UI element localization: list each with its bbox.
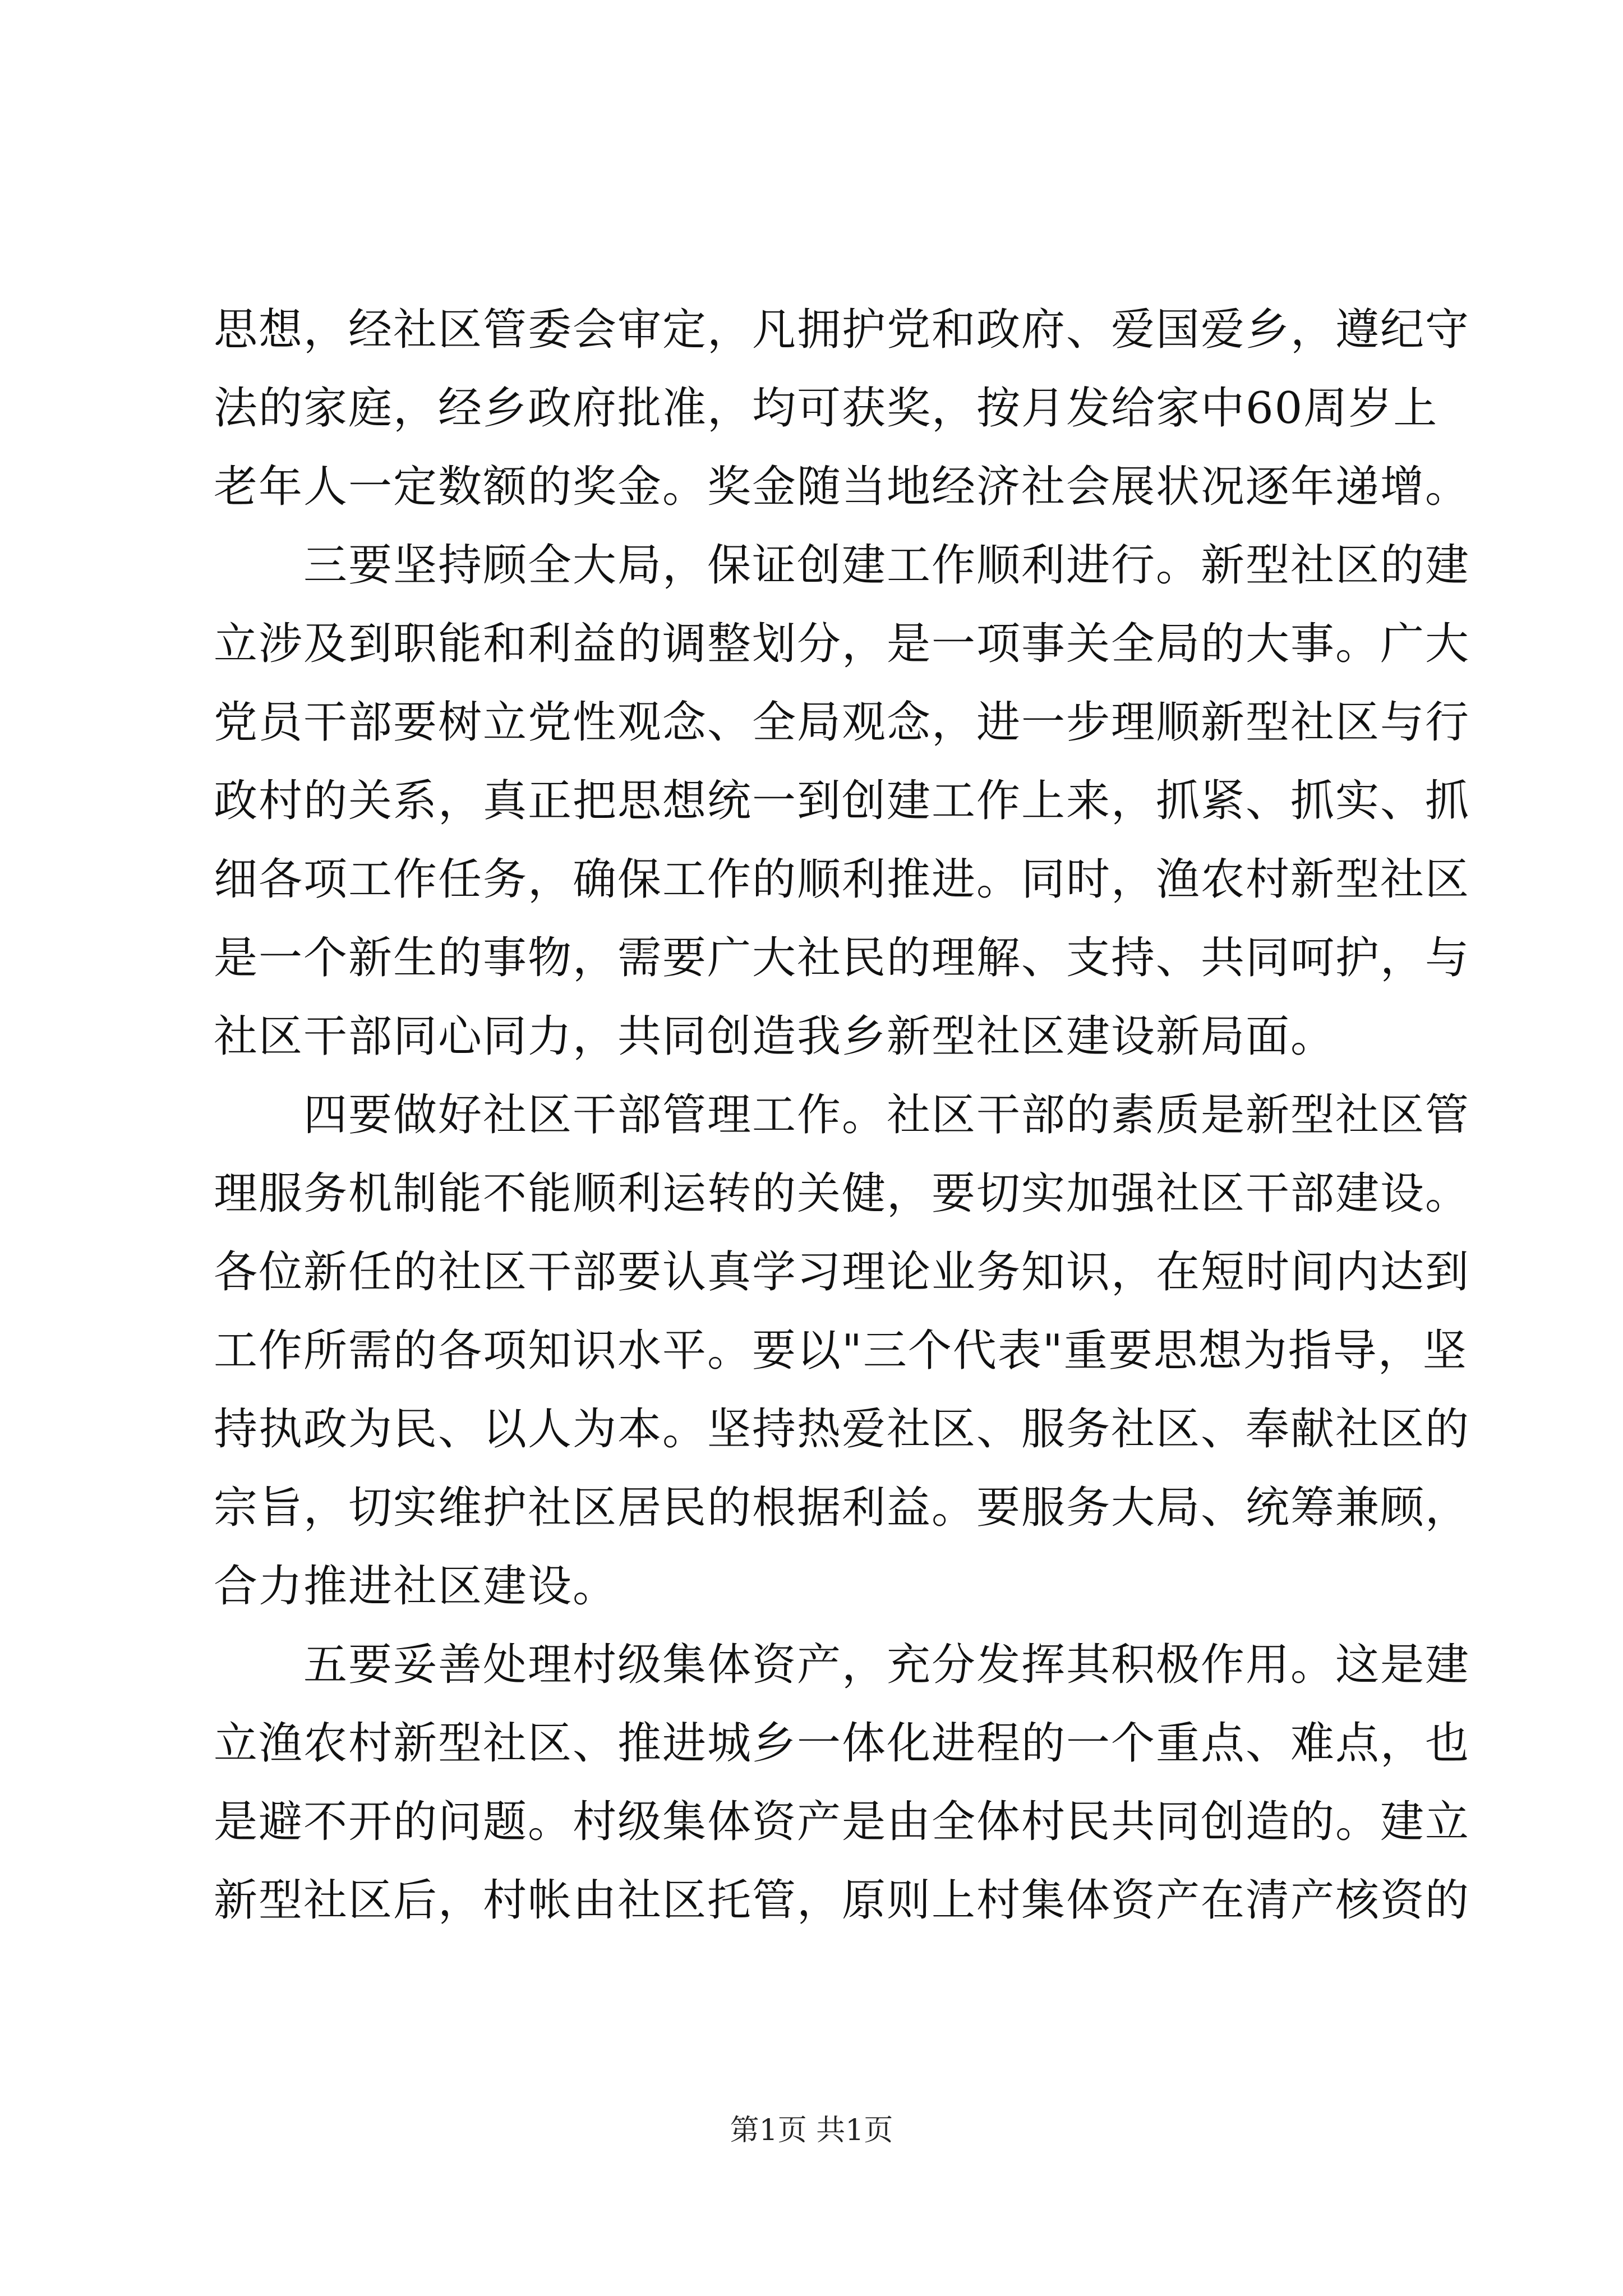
paragraph-start-line: 五要妥善处理村级集体资产，充分发挥其积极作用。这是建: [303, 1640, 1470, 1690]
paragraph-start-line: 三要坚持顾全大局，保证创建工作顺利进行。新型社区的建: [303, 540, 1470, 591]
text-line: 细各项工作任务，确保工作的顺利推进。同时，渔农村新型社区: [214, 854, 1470, 905]
text-line: 工作所需的各项知识水平。要以"三个代表"重要思想为指导，坚: [214, 1326, 1468, 1376]
text-line: 政村的关系，真正把思想统一到创建工作上来，抓紧、抓实、抓: [214, 776, 1470, 826]
document-body: [214, 291, 1470, 1940]
text-line: 是避不开的问题。村级集体资产是由全体村民共同创造的。建立: [214, 1797, 1470, 1847]
text-line: 立涉及到职能和利益的调整划分，是一项事关全局的大事。广大: [214, 619, 1470, 669]
text-line: 持执政为民、以人为本。坚持热爱社区、服务社区、奉献社区的: [214, 1404, 1470, 1455]
page-number-label: 第1页 共1页: [730, 2114, 893, 2147]
text-line: 各位新任的社区干部要认真学习理论业务知识，在短时间内达到: [214, 1247, 1470, 1297]
text-line: 法的家庭，经乡政府批准，均可获奖，按月发给家中60周岁上: [214, 383, 1438, 434]
text-line: 宗旨，切实维护社区居民的根据利益。要服务大局、统筹兼顾，: [214, 1483, 1470, 1533]
text-line: 社区干部同心同力，共同创造我乡新型社区建设新局面。: [214, 1011, 1336, 1062]
text-line: 新型社区后，村帐由社区托管，原则上村集体资产在清产核资的: [214, 1875, 1470, 1926]
text-line: 党员干部要树立党性观念、全局观念，进一步理顺新型社区与行: [214, 697, 1470, 748]
paragraph-start-line: 四要做好社区干部管理工作。社区干部的素质是新型社区管: [303, 1090, 1470, 1140]
text-line: 是一个新生的事物，需要广大社民的理解、支持、共同呵护，与: [214, 933, 1470, 983]
text-line: 老年人一定数额的奖金。奖金随当地经济社会展状况逐年递增。: [214, 462, 1470, 512]
text-line: 理服务机制能不能顺利运转的关健，要切实加强社区干部建设。: [214, 1168, 1470, 1219]
text-line: 思想，经社区管委会审定，凡拥护党和政府、爱国爱乡，遵纪守: [214, 305, 1470, 355]
text-line: 合力推进社区建设。: [214, 1561, 618, 1612]
text-line: 立渔农村新型社区、推进城乡一体化进程的一个重点、难点，也: [214, 1718, 1470, 1769]
page-footer: [0, 2111, 1623, 2150]
